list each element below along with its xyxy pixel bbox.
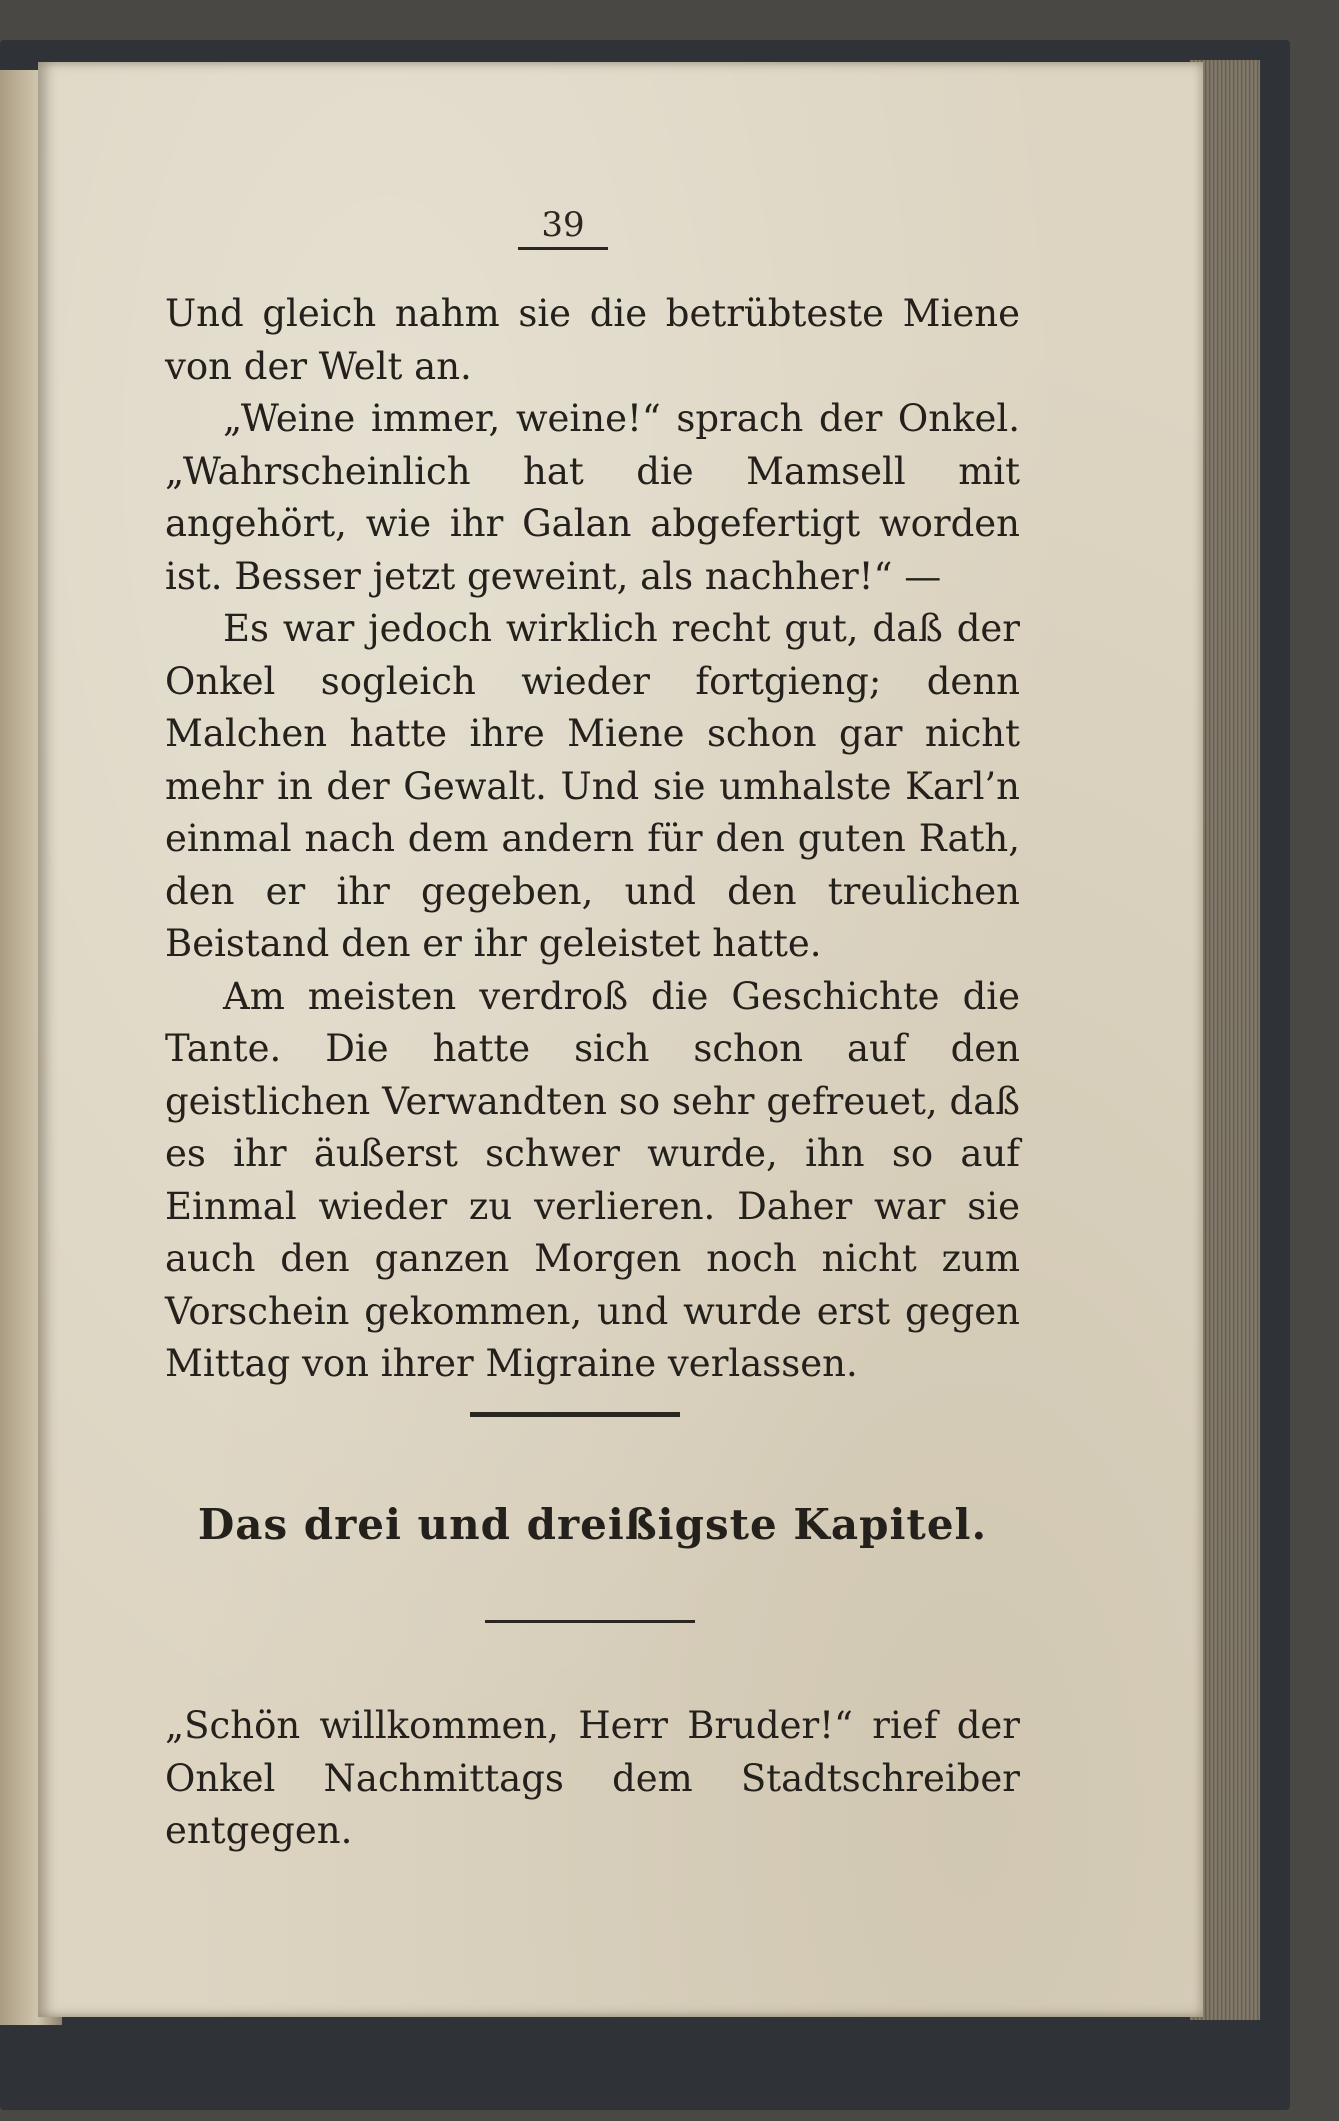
title-underline [485,1620,695,1623]
paragraph: Und gleich nahm sie die betrübteste Miene von der Welt an. [165,292,1020,388]
chapter-title: Das drei und dreißigste Kapitel. [197,1500,988,1549]
section-divider [470,1412,680,1417]
paragraph: „Weine immer, weine!“ sprach der Onkel. „Wahrscheinlich hat die Mamsell mit angehört, wie ihr Galan abgefertigt worden ist. Besser jetzt geweint, als nachher!“ — [165,397,1020,598]
chapter-text [165,1700,1020,1858]
page-number: 39 [518,205,608,250]
body-text [165,288,1020,1391]
paragraph: Am meisten verdroß die Geschichte die Tante. Die hatte sich schon auf den geistlichen Verwandten so sehr gefreuet, daß es ihr äußerst schwer wurde, ihn so auf Einmal wieder zu verlieren. Daher war sie auch den ganzen Morgen noch nicht zum Vorschein gekommen, und wurde erst gegen Mittag von ihrer Migraine verlassen. [165,974,1020,1385]
paragraph: „Schön willkommen, Herr Bruder!“ rief der Onkel Nachmittags dem Stadtschreiber entgegen. [165,1704,1020,1852]
paragraph: Es war jedoch wirklich recht gut, daß der Onkel sogleich wieder fortgieng; denn Malchen hatte ihre Miene schon gar nicht mehr in der Gewalt. Und sie umhalste Karl’n einmal nach dem andern für den guten Rath, den er ihr gegeben, und den treulichen Beistand den er ihr geleistet hatte. [165,607,1020,965]
